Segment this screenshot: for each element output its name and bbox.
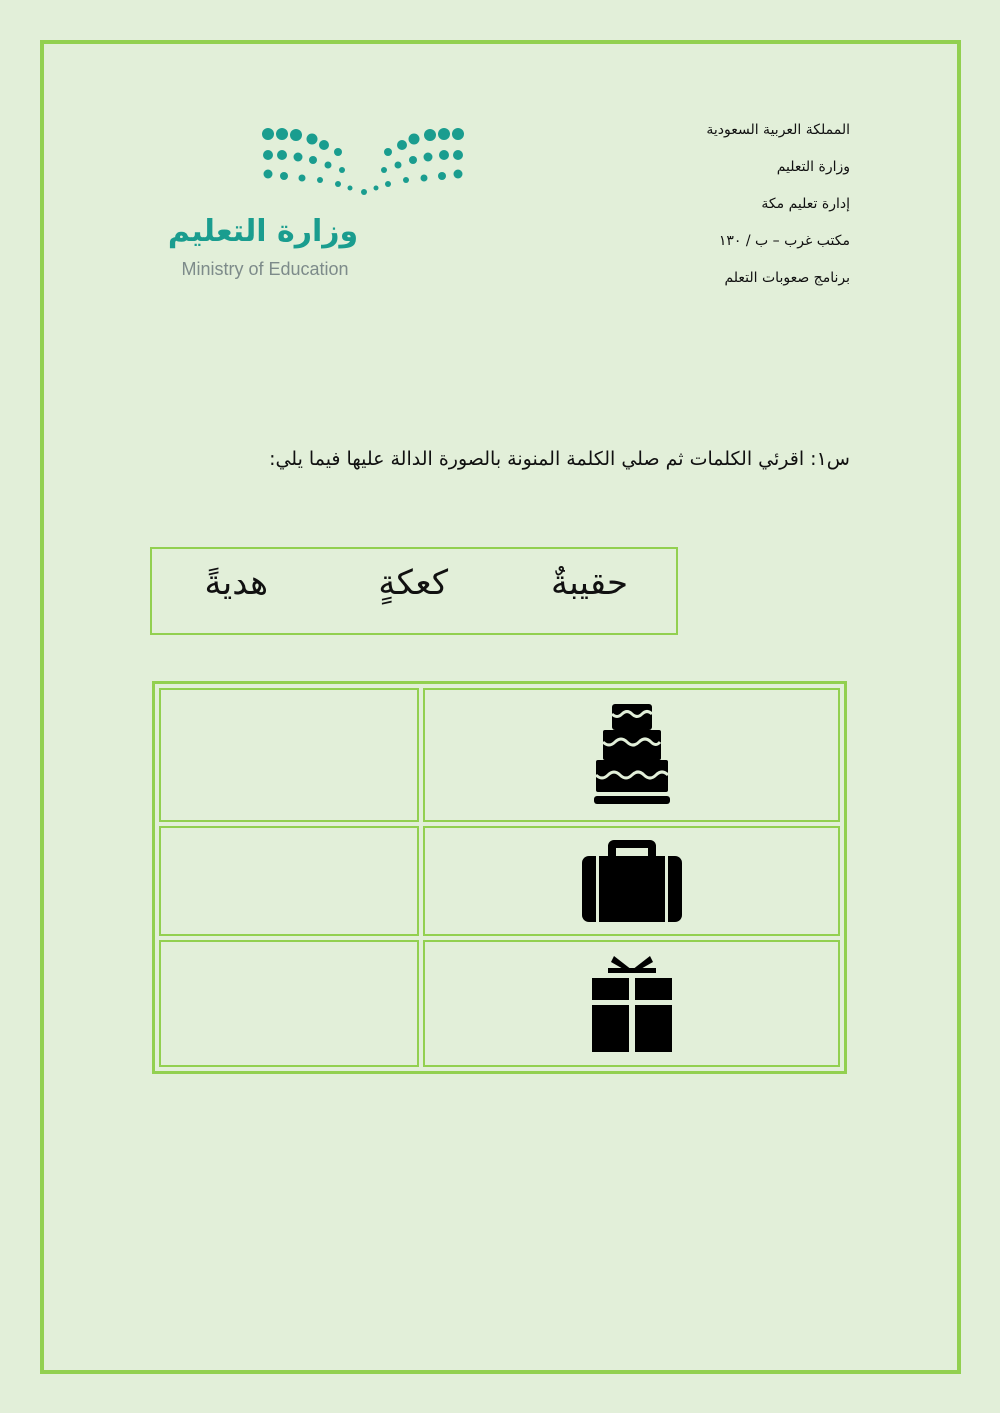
header-address (550, 118, 850, 303)
matching-table (152, 681, 847, 1074)
answer-cell[interactable] (159, 826, 419, 936)
header-line: مكتب غرب – ب / ١٣٠ (718, 233, 850, 249)
header-line: وزارة التعليم (776, 159, 850, 175)
logo-english-text: Ministry of Education (181, 259, 349, 279)
table-row (159, 688, 840, 822)
answer-cell[interactable] (159, 940, 419, 1067)
table-row (159, 940, 840, 1067)
picture-cell (423, 940, 840, 1067)
logo-dots-icon (258, 122, 568, 202)
word-item[interactable]: هديةً (204, 563, 268, 603)
header-line: إدارة تعليم مكة (761, 196, 850, 212)
picture-cell (423, 688, 840, 822)
gift-icon (587, 952, 677, 1056)
word-item[interactable]: حقيبةٌ (551, 563, 628, 603)
suitcase-icon (580, 836, 684, 926)
answer-cell[interactable] (159, 688, 419, 822)
picture-cell (423, 826, 840, 936)
ministry-logo (158, 122, 468, 287)
question-text: س١: اقرئي الكلمات ثم صلي الكلمة المنونة بالصورة الدالة عليها فيما يلي: (269, 448, 850, 470)
table-row (159, 826, 840, 936)
word-item[interactable]: كعكةٍ (378, 563, 448, 603)
word-bank (150, 547, 678, 635)
header-line: المملكة العربية السعودية (706, 122, 850, 138)
header-line: برنامج صعوبات التعلم (724, 270, 850, 286)
cake-icon (592, 700, 672, 810)
logo-arabic-text: وزارة التعليم (167, 214, 359, 249)
